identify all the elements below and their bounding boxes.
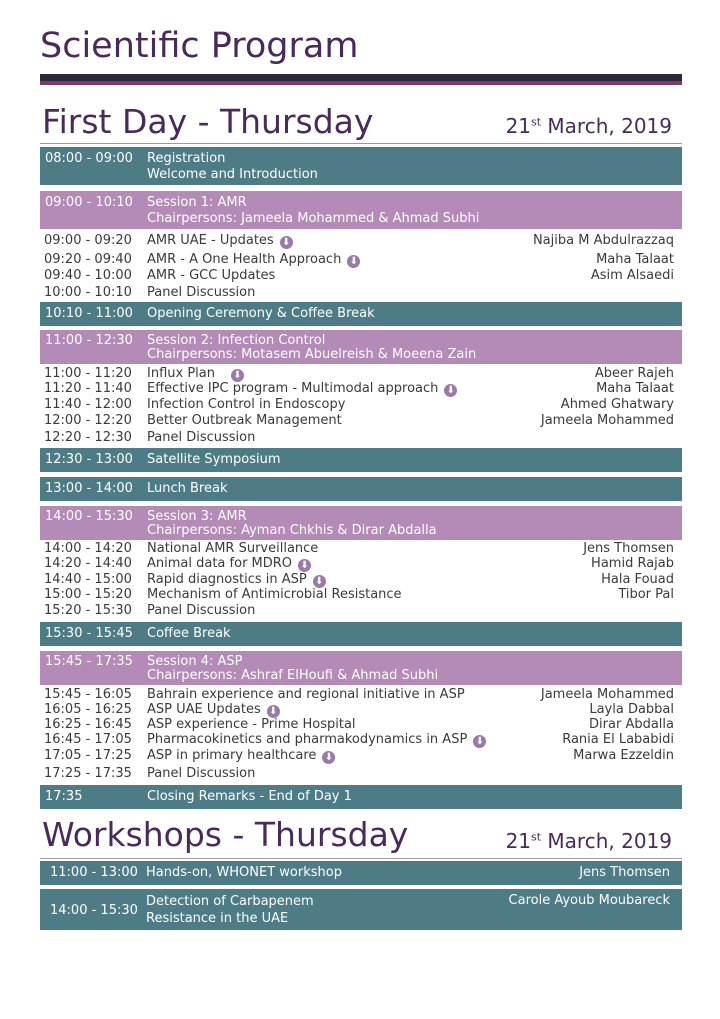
talk-row bbox=[40, 268, 674, 284]
talk-speaker: Maha Talaat bbox=[596, 252, 674, 267]
registration-time: 08:00 - 09:00 bbox=[45, 151, 133, 166]
workshops-date: 21st March, 2019 bbox=[505, 829, 672, 853]
talk-time: 09:40 - 10:00 bbox=[44, 268, 132, 283]
session2-title: Session 2: Infection Control bbox=[147, 333, 326, 348]
session3-chairs: Chairpersons: Ayman Chkhis & Dirar Abdalla bbox=[147, 523, 437, 538]
talk-time: 10:00 - 10:10 bbox=[44, 285, 132, 300]
talk-speaker: Ahmed Ghatwary bbox=[560, 397, 674, 412]
talk-time: 09:00 - 09:20 bbox=[44, 233, 132, 248]
lunch-time: 13:00 - 14:00 bbox=[45, 481, 133, 496]
talk-speaker: Abeer Rajeh bbox=[594, 366, 674, 381]
talk-title: AMR - A One Health Approach ⬇ bbox=[147, 252, 360, 268]
talk-title: ASP in primary healthcare ⬇ bbox=[147, 748, 335, 764]
workshop2-speaker: Carole Ayoub Moubareck bbox=[508, 893, 670, 908]
talk-time: 16:45 - 17:05 bbox=[44, 732, 132, 747]
talk-row bbox=[40, 381, 674, 397]
talk-speaker: Hamid Rajab bbox=[591, 556, 674, 571]
talk-title: Panel Discussion bbox=[147, 430, 256, 445]
talk-time: 11:40 - 12:00 bbox=[44, 397, 132, 412]
talk-title: Bahrain experience and regional initiative in ASP bbox=[147, 687, 465, 702]
satellite-bar bbox=[40, 448, 682, 472]
talk-title: Rapid diagnostics in ASP ⬇ bbox=[147, 572, 326, 588]
talk-speaker: Hala Fouad bbox=[601, 572, 674, 587]
session1-chairs: Chairpersons: Jameela Mohammed & Ahmad Subhi bbox=[147, 211, 480, 226]
talk-row bbox=[40, 252, 674, 268]
session4-bar bbox=[40, 651, 682, 685]
workshop1-title: Hands-on, WHONET workshop bbox=[146, 865, 342, 880]
talk-time: 12:00 - 12:20 bbox=[44, 413, 132, 428]
talk-row bbox=[40, 285, 674, 301]
talk-row bbox=[40, 732, 674, 748]
talk-title: Panel Discussion bbox=[147, 285, 256, 300]
workshop2-title-line2: Resistance in the UAE bbox=[146, 911, 289, 926]
download-circle-icon[interactable]: ⬇ bbox=[267, 705, 280, 718]
talk-title: Mechanism of Antimicrobial Resistance bbox=[147, 587, 402, 602]
talk-title: AMR UAE - Updates ⬇ bbox=[147, 233, 293, 249]
opening-bar bbox=[40, 302, 682, 326]
talk-title: Infection Control in Endoscopy bbox=[147, 397, 346, 412]
session3-time: 14:00 - 15:30 bbox=[45, 509, 133, 524]
workshop2-bar bbox=[40, 889, 682, 930]
talk-speaker: Jameela Mohammed bbox=[540, 687, 674, 702]
talk-row bbox=[40, 233, 674, 249]
talk-title: ASP UAE Updates ⬇ bbox=[147, 702, 280, 718]
talk-speaker: Najiba M Abdulrazzaq bbox=[532, 233, 674, 248]
lunch-label: Lunch Break bbox=[147, 481, 228, 496]
session1-title: Session 1: AMR bbox=[147, 195, 247, 210]
talk-speaker: Jens Thomsen bbox=[583, 541, 674, 556]
talk-row bbox=[40, 430, 674, 446]
session4-chairs: Chairpersons: Ashraf ElHoufi & Ahmad Subhi bbox=[147, 668, 439, 683]
session1-bar bbox=[40, 191, 682, 229]
closing-bar bbox=[40, 785, 682, 809]
download-circle-icon[interactable]: ⬇ bbox=[298, 559, 311, 572]
opening-time: 10:10 - 11:00 bbox=[45, 306, 133, 321]
talk-title: Effective IPC program - Multimodal approach ⬇ bbox=[147, 381, 457, 397]
talk-title: National AMR Surveillance bbox=[147, 541, 319, 556]
session2-time: 11:00 - 12:30 bbox=[45, 333, 133, 348]
talk-row bbox=[40, 603, 674, 619]
talk-title: Panel Discussion bbox=[147, 603, 256, 618]
talk-title: Animal data for MDRO ⬇ bbox=[147, 556, 311, 572]
talk-title: AMR - GCC Updates bbox=[147, 268, 276, 283]
talk-row bbox=[40, 587, 674, 603]
talk-speaker: Rania El Lababidi bbox=[562, 732, 674, 747]
download-circle-icon[interactable]: ⬇ bbox=[444, 384, 457, 397]
talk-time: 11:20 - 11:40 bbox=[44, 381, 132, 396]
workshops-divider bbox=[40, 858, 682, 859]
registration-bar bbox=[40, 147, 682, 185]
talk-time: 15:00 - 15:20 bbox=[44, 587, 132, 602]
title-rule-accent bbox=[40, 81, 682, 85]
coffee-time: 15:30 - 15:45 bbox=[45, 626, 133, 641]
session2-chairs: Chairpersons: Motasem Abuelreish & Moeena Zain bbox=[147, 347, 477, 362]
talk-title: Panel Discussion bbox=[147, 766, 256, 781]
talk-row bbox=[40, 541, 674, 557]
talk-speaker: Jameela Mohammed bbox=[540, 413, 674, 428]
talk-speaker: Tibor Pal bbox=[618, 587, 674, 602]
download-circle-icon[interactable]: ⬇ bbox=[347, 255, 360, 268]
opening-label: Opening Ceremony & Coffee Break bbox=[147, 306, 375, 321]
satellite-label: Satellite Symposium bbox=[147, 452, 281, 467]
talk-title: Better Outbreak Management bbox=[147, 413, 342, 428]
workshop1-speaker: Jens Thomsen bbox=[579, 865, 670, 880]
talk-row bbox=[40, 717, 674, 733]
satellite-time: 12:30 - 13:00 bbox=[45, 452, 133, 467]
session4-time: 15:45 - 17:35 bbox=[45, 654, 133, 669]
page-title: Scientific Program bbox=[40, 26, 359, 66]
download-circle-icon[interactable]: ⬇ bbox=[231, 369, 244, 382]
talk-speaker: Layla Dabbal bbox=[589, 702, 674, 717]
session3-title: Session 3: AMR bbox=[147, 509, 247, 524]
download-circle-icon[interactable]: ⬇ bbox=[473, 735, 486, 748]
talk-time: 09:20 - 09:40 bbox=[44, 252, 132, 267]
talk-row bbox=[40, 766, 674, 782]
session3-bar bbox=[40, 506, 682, 540]
talk-time: 15:20 - 15:30 bbox=[44, 603, 132, 618]
closing-label: Closing Remarks - End of Day 1 bbox=[147, 789, 352, 804]
talk-row bbox=[40, 687, 674, 703]
talk-speaker: Marwa Ezzeldin bbox=[573, 748, 674, 763]
talk-title: ASP experience - Prime Hospital bbox=[147, 717, 356, 732]
talk-speaker: Dirar Abdalla bbox=[589, 717, 674, 732]
registration-label: Registration bbox=[147, 151, 226, 166]
talk-speaker: Asim Alsaedi bbox=[590, 268, 674, 283]
session4-title: Session 4: ASP bbox=[147, 654, 243, 669]
talk-time: 17:25 - 17:35 bbox=[44, 766, 132, 781]
talk-speaker: Maha Talaat bbox=[596, 381, 674, 396]
download-circle-icon[interactable]: ⬇ bbox=[322, 751, 335, 764]
download-circle-icon[interactable]: ⬇ bbox=[280, 236, 293, 249]
talk-title: Pharmacokinetics and pharmakodynamics in ASP ⬇ bbox=[147, 732, 486, 748]
talk-time: 14:40 - 15:00 bbox=[44, 572, 132, 587]
talk-row bbox=[40, 748, 674, 764]
download-circle-icon[interactable]: ⬇ bbox=[313, 575, 326, 588]
talk-row bbox=[40, 556, 674, 572]
talk-time: 16:25 - 16:45 bbox=[44, 717, 132, 732]
talk-title: Influx Plan ⬇ bbox=[147, 366, 244, 382]
talk-time: 14:00 - 14:20 bbox=[44, 541, 132, 556]
day1-divider bbox=[40, 143, 682, 144]
talk-time: 16:05 - 16:25 bbox=[44, 702, 132, 717]
workshop2-title: Detection of Carbapenem bbox=[146, 894, 314, 909]
talk-time: 12:20 - 12:30 bbox=[44, 430, 132, 445]
workshop1-bar bbox=[40, 861, 682, 885]
talk-row bbox=[40, 572, 674, 588]
workshop2-time: 14:00 - 15:30 bbox=[50, 903, 138, 918]
talk-row bbox=[40, 366, 674, 382]
coffee-bar bbox=[40, 622, 682, 646]
workshop1-time: 11:00 - 13:00 bbox=[50, 865, 138, 880]
session2-bar bbox=[40, 330, 682, 364]
talk-time: 15:45 - 16:05 bbox=[44, 687, 132, 702]
closing-time: 17:35 bbox=[45, 789, 83, 804]
talk-time: 14:20 - 14:40 bbox=[44, 556, 132, 571]
talk-row bbox=[40, 702, 674, 718]
talk-row bbox=[40, 413, 674, 429]
session1-time: 09:00 - 10:10 bbox=[45, 195, 133, 210]
talk-time: 11:00 - 11:20 bbox=[44, 366, 132, 381]
day1-date: 21st March, 2019 bbox=[505, 114, 672, 138]
lunch-bar bbox=[40, 477, 682, 501]
talk-time: 17:05 - 17:25 bbox=[44, 748, 132, 763]
talk-row bbox=[40, 397, 674, 413]
coffee-label: Coffee Break bbox=[147, 626, 231, 641]
workshops-heading: Workshops - Thursday bbox=[42, 815, 409, 854]
welcome-label: Welcome and Introduction bbox=[147, 167, 318, 182]
day1-heading: First Day - Thursday bbox=[42, 102, 374, 141]
